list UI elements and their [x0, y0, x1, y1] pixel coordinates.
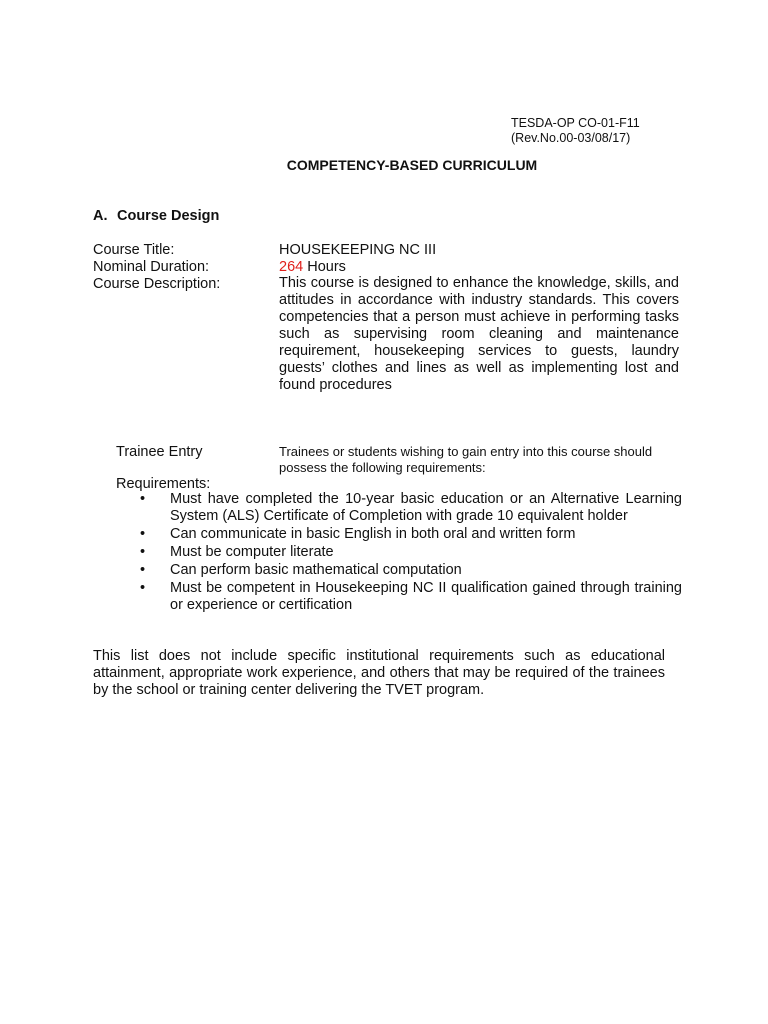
duration-unit: Hours	[303, 259, 346, 275]
course-description-text: This course is designed to enhance the knowledge, skills, and attitudes in accordance with industry standards. This covers competencies that a person must achieve in performing tasks such as supervising room cleaning and maintenance requirement, housekeeping services to guests, laundry guests’ clothes and lines as well as implementing lost and found procedures	[279, 275, 679, 393]
section-letter: A.	[93, 208, 108, 224]
list-item	[140, 491, 682, 525]
bullet-icon: •	[140, 491, 146, 507]
list-item	[140, 526, 682, 543]
section-title: Course Design	[117, 208, 220, 224]
bullet-icon: •	[140, 580, 146, 596]
requirement-text: Can perform basic mathematical computation	[170, 562, 462, 578]
course-description-label: Course Description:	[93, 276, 221, 292]
revision-number: (Rev.No.00-03/08/17)	[511, 131, 631, 145]
list-item	[140, 562, 682, 579]
requirements-list	[140, 491, 682, 615]
duration-hours: 264	[279, 259, 304, 275]
requirement-text: Can communicate in basic English in both oral and written form	[170, 526, 576, 542]
course-title-label: Course Title:	[93, 242, 175, 258]
nominal-duration-label: Nominal Duration:	[93, 259, 210, 275]
bullet-icon: •	[140, 544, 146, 560]
requirements-heading: Requirements:	[116, 476, 211, 492]
document-reference	[511, 116, 640, 146]
requirement-text: Must be competent in Housekeeping NC II qualification gained through training or experience or certification	[170, 580, 682, 613]
bullet-icon: •	[140, 526, 146, 542]
list-item	[140, 544, 682, 561]
page-title: COMPETENCY-BASED CURRICULUM	[286, 157, 538, 173]
requirement-text: Must have completed the 10-year basic education or an Alternative Learning System (ALS) Certificate of Completion with grade 10 equivalent holder	[170, 491, 682, 524]
nominal-duration-value	[279, 259, 346, 276]
requirement-text: Must be computer literate	[170, 544, 334, 560]
form-code: TESDA-OP CO-01-F11	[511, 116, 640, 130]
trainee-entry-label: Trainee Entry	[116, 444, 203, 460]
course-title-value: HOUSEKEEPING NC III	[279, 242, 437, 258]
list-item	[140, 580, 682, 614]
trainee-entry-text: Trainees or students wishing to gain entry into this course should possess the following requirements:	[279, 444, 653, 475]
requirements-note: This list does not include specific institutional requirements such as educational attainment, appropriate work experience, and others that may be required of the trainees by the school or training center delivering the TVET program.	[93, 648, 665, 698]
section-heading	[93, 208, 219, 224]
bullet-icon: •	[140, 562, 146, 578]
